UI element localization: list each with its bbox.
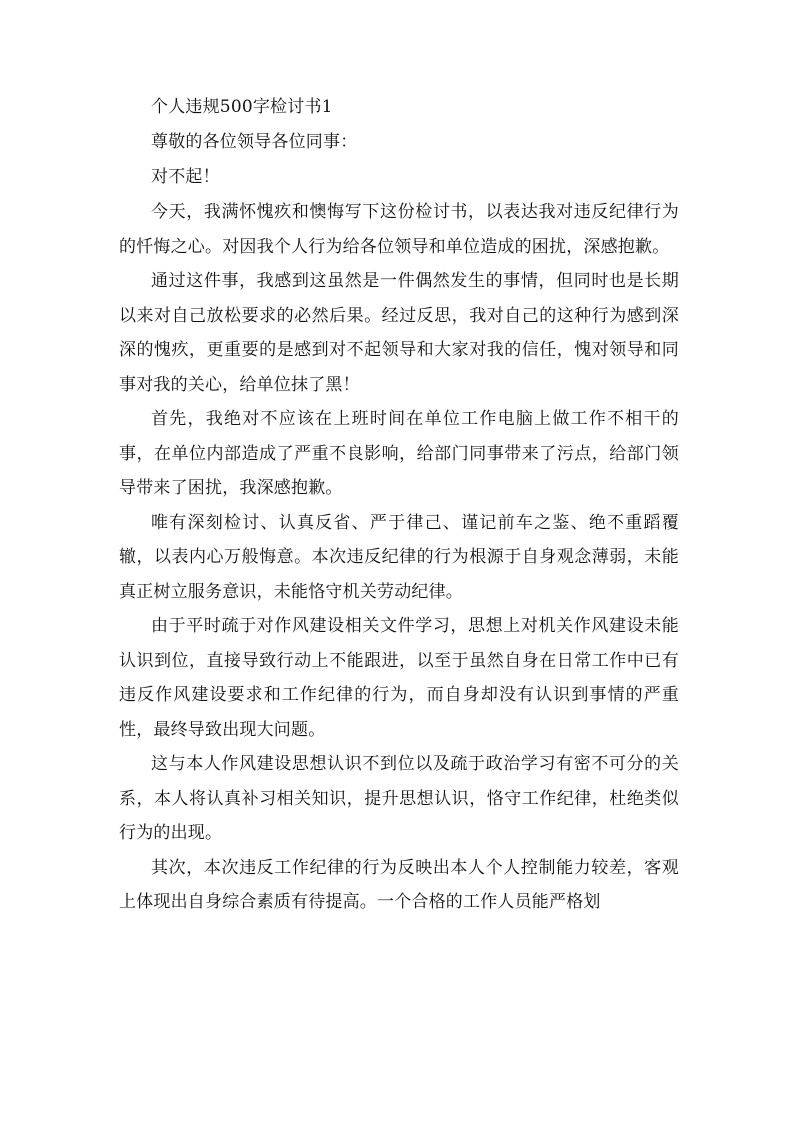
- opening-line: 对不起！: [151, 167, 220, 187]
- document-body: [119, 90, 679, 920]
- paragraph-3: 首先，我绝对不应该在上班时间在单位工作电脑上做工作不相干的事，在单位内部造成了严重不良影响，给部门同事带来了污点，给部门领导带来了困扰，我深感抱歉。: [119, 409, 679, 498]
- paragraph-7: 其次，本次违反工作纪律的行为反映出本人个人控制能力较差，客观上体现出自身综合素质有待提高。一个合格的工作人员能严格划: [119, 857, 679, 912]
- document-title: 个人违规500字检讨书1: [151, 97, 333, 117]
- paragraph-2: 通过这件事，我感到这虽然是一件偶然发生的事情，但同时也是长期以来对自己放松要求的必然后果。经过反思，我对自己的这种行为感到深深的愧疚，更重要的是感到对不起领导和大家对我的信任，愧对领导和同事对我的关心，给单位抹了黑！: [119, 271, 679, 395]
- salutation: 尊敬的各位领导各位同事：: [151, 132, 358, 152]
- paragraph-6: 这与本人作风建设思想认识不到位以及疏于政治学习有密不可分的关系，本人将认真补习相关知识，提升思想认识，恪守工作纪律，杜绝类似行为的出现。: [119, 754, 679, 843]
- paragraph-5: 由于平时疏于对作风建设相关文件学习，思想上对机关作风建设未能认识到位，直接导致行动上不能跟进，以至于虽然自身在日常工作中已有违反作风建设要求和工作纪律的行为，而自身却没有认识到事情的严重性，最终导致出现大问题。: [119, 616, 679, 740]
- paragraph-4: 唯有深刻检讨、认真反省、严于律己、谨记前车之鉴、绝不重蹈覆辙，以表内心万般悔意。本次违反纪律的行为根源于自身观念薄弱，未能真正树立服务意识，未能恪守机关劳动纪律。: [119, 512, 679, 602]
- paragraph-1: 今天，我满怀愧疚和懊悔写下这份检讨书，以表达我对违反纪律行为的忏悔之心。对因我个人行为给各位领导和单位造成的困扰，深感抱歉。: [119, 202, 679, 257]
